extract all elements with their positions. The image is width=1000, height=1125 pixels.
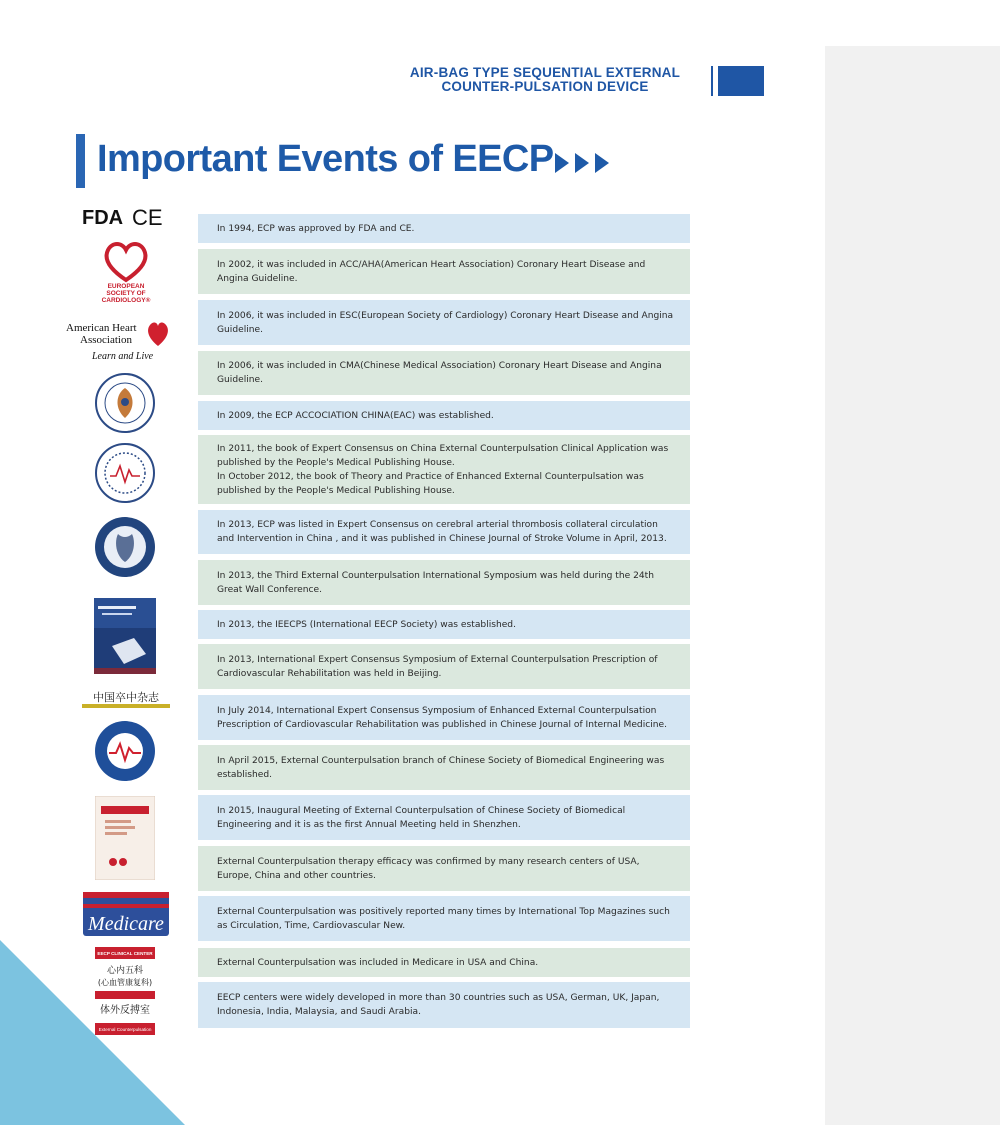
medicare-logo — [83, 892, 169, 936]
clinic-sign-line-2: (心血管康复科) — [97, 978, 153, 987]
corner-triangle-decoration — [0, 940, 185, 1125]
header-blue-block — [718, 66, 764, 96]
header-divider — [711, 66, 713, 96]
clinic-sign-header: EECP CLINICAL CENTER — [97, 951, 153, 956]
clinic-sign-footer: External Counterpulsation — [98, 1027, 152, 1032]
svg-text:CARDIOLOGY®: CARDIOLOGY® — [101, 297, 151, 304]
page-title: Important Events of EECP — [97, 138, 554, 180]
medicare-wordmark: Medicare — [88, 913, 164, 935]
aha-name-line-1: American Heart — [66, 322, 137, 334]
ce-mark: CE — [132, 205, 163, 228]
esc-logo — [94, 238, 158, 304]
fda-mark: FDA — [82, 207, 124, 228]
event-row: EECP centers were widely developed in more than 30 countries such as USA, German, UK, Japan, Indonesia, India, Malaysia, and Saudi Arabia. — [198, 982, 690, 1028]
aha-heart-icon — [148, 322, 168, 346]
event-row: In 1994, ECP was approved by FDA and CE. — [198, 214, 690, 243]
clinic-sign-room: 体外反搏室 — [100, 1005, 150, 1016]
right-gray-panel — [825, 46, 1000, 1125]
event-row: In 2013, International Expert Consensus Symposium of External Counterpulsation Prescription of Cardiovascular Rehabilitation was held in Beijing. — [198, 644, 690, 689]
event-row: In 2002, it was included in ACC/AHA(American Heart Association) Coronary Heart Disease and Angina Guideline. — [198, 249, 690, 294]
stroke-journal-seal-logo — [94, 516, 156, 578]
ieecps-logo — [94, 720, 156, 782]
aha-tagline: Learn and Live — [92, 351, 154, 362]
chinese-journal-logo — [82, 688, 170, 710]
event-row: In 2013, the IEECPS (International EECP Society) was established. — [198, 610, 690, 639]
event-row: In 2006, it was included in CMA(Chinese Medical Association) Coronary Heart Disease and Angina Guideline. — [198, 351, 690, 395]
svg-text:EUROPEAN: EUROPEAN — [107, 283, 145, 290]
event-row: In 2011, the book of Expert Consensus on China External Counterpulsation Clinical Application was published by the People's Medical Publishing House. In October 2012, the book of Theory and Practice of Enhanced External Counterpulsation was published by the People's Medical Publishing House. — [198, 435, 690, 504]
event-row: In July 2014, International Expert Consensus Symposium of Enhanced External Counterpulsation Prescription of Cardiovascular Rehabilitation was published in Chinese Journal of Internal Medicine. — [198, 695, 690, 740]
document-header — [380, 66, 710, 94]
event-row: In 2013, the Third External Counterpulsation International Symposium was held during the 24th Great Wall Conference. — [198, 560, 690, 605]
triple-arrow-icon — [555, 151, 611, 175]
event-row: External Counterpulsation was positively reported many times by International Top Magazines such as Circulation, Time, Cardiovascular New. — [198, 896, 690, 941]
eecp-clinic-sign — [95, 947, 155, 1035]
event-row: In 2009, the ECP ACCOCIATION CHINA(EAC) was established. — [198, 401, 690, 430]
event-row: External Counterpulsation therapy efficacy was confirmed by many research centers of USA, Europe, China and other countries. — [198, 846, 690, 891]
event-row: External Counterpulsation was included in Medicare in USA and China. — [198, 948, 690, 977]
event-row: In 2013, ECP was listed in Expert Consensus on cerebral arterial thrombosis collateral circulation and Intervention in China , and it was published in Chinese Journal of Stroke Volume in April, 2013. — [198, 510, 690, 554]
event-row: In 2006, it was included in ESC(European Society of Cardiology) Coronary Heart Disease and Angina Guideline. — [198, 300, 690, 345]
header-line-2: COUNTER-PULSATION DEVICE — [441, 79, 649, 94]
aha-logo — [66, 314, 178, 364]
svg-text:SOCIETY OF: SOCIETY OF — [106, 290, 146, 297]
book-cover-image — [94, 598, 156, 674]
aha-name-line-2: Association — [80, 334, 132, 346]
journal-cover-image — [95, 796, 155, 880]
event-row: In April 2015, External Counterpulsation branch of Chinese Society of Biomedical Engineering was established. — [198, 745, 690, 790]
header-line-1: AIR-BAG TYPE SEQUENTIAL EXTERNAL — [409, 65, 681, 80]
chinese-journal-title: 中国卒中杂志 — [93, 691, 159, 704]
fda-ce-logo — [82, 204, 170, 228]
cma-seal-logo — [94, 372, 156, 434]
clinic-sign-line-1: 心内五科 — [106, 966, 144, 976]
event-row: In 2015, Inaugural Meeting of External Counterpulsation of Chinese Society of Biomedical Engineering and it is as the first Annual Meeting held in Shenzhen. — [198, 795, 690, 840]
title-accent-bar — [76, 134, 85, 188]
book-society-seal-logo — [94, 442, 156, 504]
heart-icon — [107, 244, 146, 280]
